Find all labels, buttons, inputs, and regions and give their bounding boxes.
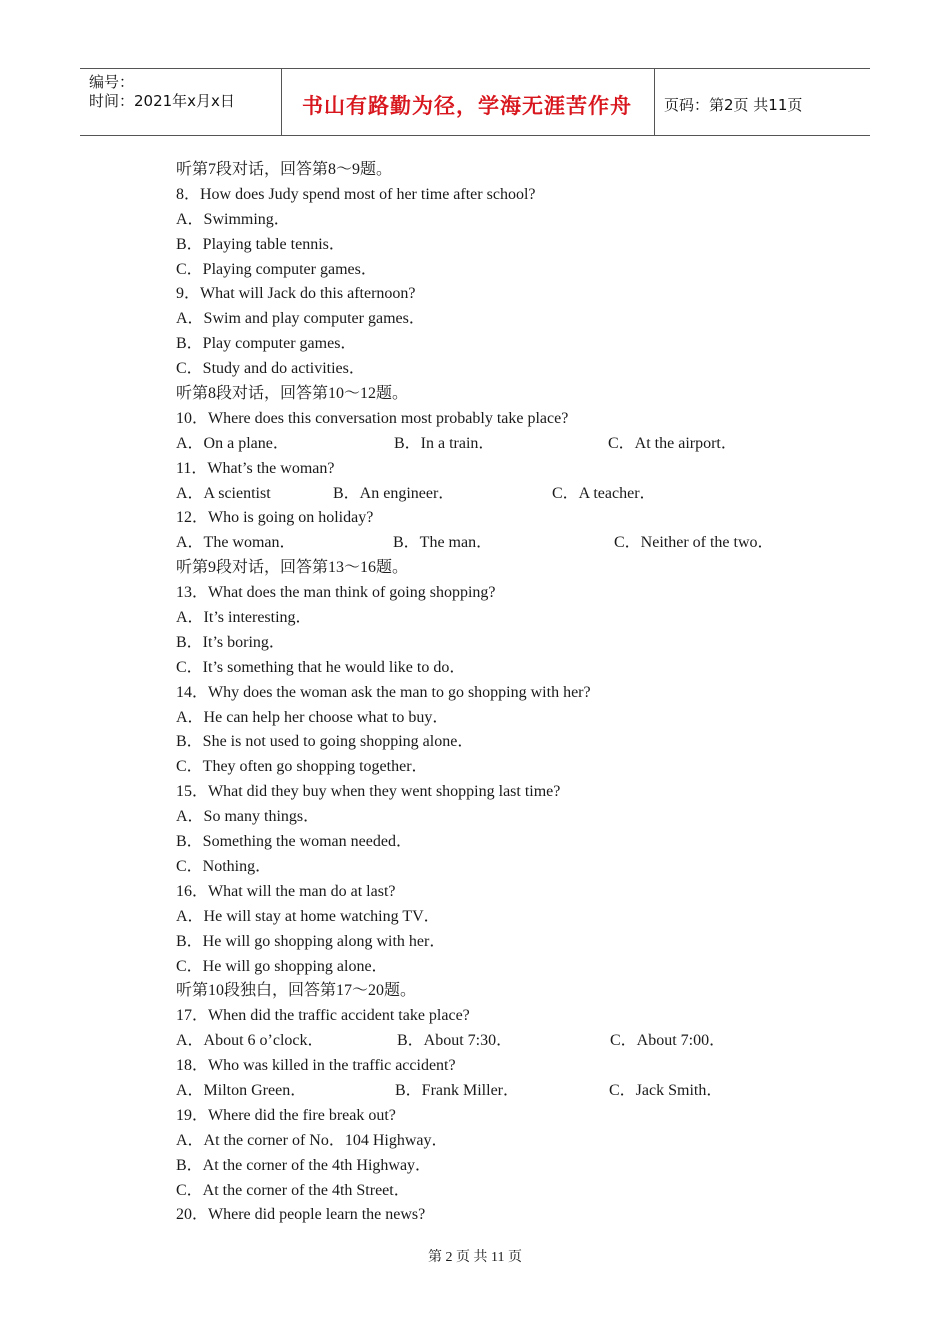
answer-option: C．Playing computer games． xyxy=(176,260,377,278)
header-page-number: 页码：第2页 共11页 xyxy=(664,96,803,114)
answer-option: B．The man． xyxy=(393,534,493,552)
answer-option: C．About 7:00． xyxy=(610,1032,726,1050)
options-row xyxy=(176,432,816,457)
header-divider xyxy=(654,68,655,136)
answer-option: B．About 7:30． xyxy=(397,1032,513,1050)
header-top-rule xyxy=(80,68,870,69)
answer-option: A．It’s interesting． xyxy=(176,609,312,627)
document-body xyxy=(176,158,816,1228)
answer-option: B．Playing table tennis． xyxy=(176,235,345,253)
answer-option: A．The woman． xyxy=(176,534,296,552)
header-date: 时间：2021年x月x日 xyxy=(89,92,235,110)
answer-option: C．It’s something that he would like to do． xyxy=(176,658,466,676)
answer-option: A．Milton Green． xyxy=(176,1081,307,1099)
answer-option: A．At the corner of No．104 Highway． xyxy=(176,1131,448,1149)
answer-option: B．Play computer games． xyxy=(176,335,357,353)
header-bottom-rule xyxy=(80,135,870,136)
question: 9．What will Jack do this afternoon? xyxy=(176,285,416,303)
answer-option: C．Jack Smith． xyxy=(609,1081,723,1099)
answer-option: C．Study and do activities． xyxy=(176,360,365,378)
question: 10．Where does this conversation most probably take place? xyxy=(176,409,569,427)
question: 18．Who was killed in the traffic accident? xyxy=(176,1057,456,1075)
answer-option: B．An engineer． xyxy=(333,484,455,502)
answer-option: C．At the airport． xyxy=(608,434,737,452)
header-motto: 书山有路勤为径，学海无涯苦作舟 xyxy=(302,94,632,118)
options-row xyxy=(176,1079,816,1104)
answer-option: A．He will stay at home watching TV． xyxy=(176,907,440,925)
options-row xyxy=(176,531,816,556)
answer-option: C．He will go shopping alone． xyxy=(176,957,388,975)
answer-option: C．Nothing． xyxy=(176,857,272,875)
section-instruction: 听第8段对话，回答第10～12题。 xyxy=(176,385,409,403)
answer-option: B．In a train． xyxy=(394,434,495,452)
question: 14．Why does the woman ask the man to go shopping with her? xyxy=(176,683,591,701)
footer-page-text: 第 2 页 共 11 页 xyxy=(428,1250,522,1265)
options-row xyxy=(176,1029,816,1054)
question: 11．What’s the woman? xyxy=(176,459,335,477)
answer-option: C．They often go shopping together． xyxy=(176,758,428,776)
question: 12．Who is going on holiday? xyxy=(176,509,374,527)
answer-option: B．She is not used to going shopping alone． xyxy=(176,733,474,751)
answer-option: A．Swimming． xyxy=(176,210,290,228)
answer-option: A．Swim and play computer games． xyxy=(176,310,425,328)
answer-option: B．He will go shopping along with her． xyxy=(176,932,446,950)
section-instruction: 听第10段独白，回答第17～20题。 xyxy=(176,982,417,1000)
answer-option: A．So many things． xyxy=(176,808,320,826)
answer-option: B．It’s boring． xyxy=(176,633,285,651)
options-row xyxy=(176,482,816,507)
question: 20．Where did people learn the news? xyxy=(176,1206,426,1224)
page-footer xyxy=(0,1246,950,1266)
section-instruction: 听第7段对话，回答第8～9题。 xyxy=(176,161,393,178)
answer-option: A．On a plane． xyxy=(176,434,289,452)
header-divider xyxy=(281,68,282,136)
answer-option: C．At the corner of the 4th Street． xyxy=(176,1181,410,1199)
answer-option: B．Frank Miller． xyxy=(395,1081,519,1099)
question: 17．When did the traffic accident take place? xyxy=(176,1007,470,1025)
question: 16．What will the man do at last? xyxy=(176,882,396,900)
answer-option: A．A scientist xyxy=(176,484,271,502)
answer-option: B．Something the woman needed． xyxy=(176,833,412,851)
question: 19．Where did the fire break out? xyxy=(176,1106,396,1124)
answer-option: A．About 6 o’clock． xyxy=(176,1032,324,1050)
answer-option: A．He can help her choose what to buy． xyxy=(176,708,449,726)
answer-option: B．At the corner of the 4th Highway． xyxy=(176,1156,432,1174)
answer-option: C．Neither of the two． xyxy=(614,534,774,552)
question: 15．What did they buy when they went shopping last time? xyxy=(176,783,561,801)
question: 13．What does the man think of going shopping? xyxy=(176,584,496,602)
question: 8．How does Judy spend most of her time after school? xyxy=(176,185,536,203)
section-instruction: 听第9段对话，回答第13～16题。 xyxy=(176,559,409,577)
answer-option: C．A teacher． xyxy=(552,484,656,502)
header-code-label: 编号： xyxy=(89,73,135,91)
